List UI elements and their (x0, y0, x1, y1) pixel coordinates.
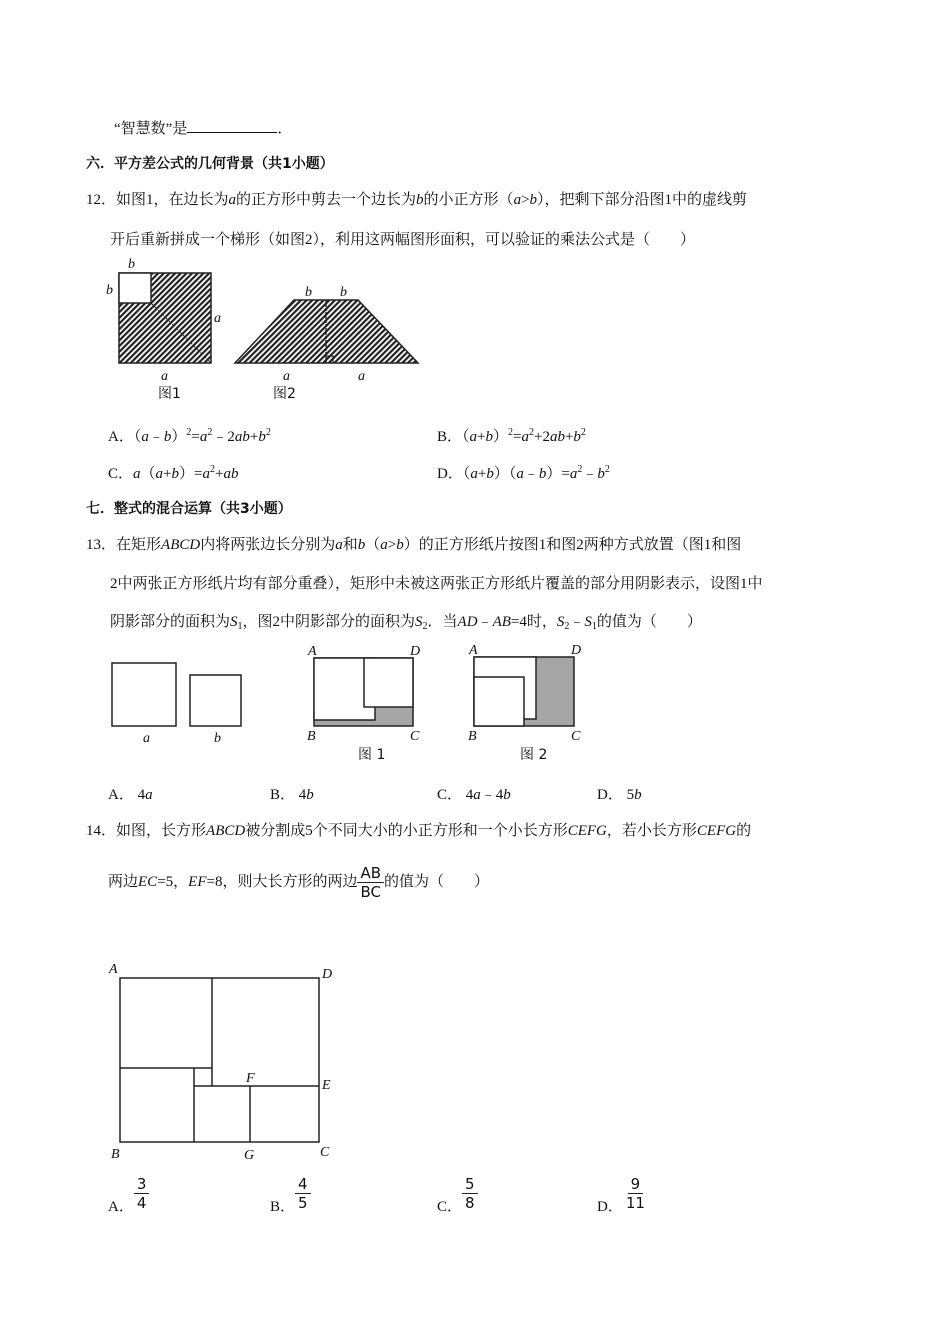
q12-line2: 开后重新拼成一个梯形（如图2），利用这两幅图形面积，可以验证的乘法公式是（ ） (110, 232, 696, 248)
q13-option-c[interactable]: C． 4a﹣4b (437, 787, 511, 803)
fraction-numerator: AB (357, 864, 384, 883)
svg-text:b: b (340, 285, 347, 300)
svg-text:F: F (246, 1071, 255, 1086)
svg-text:图 1: 图 1 (358, 747, 386, 763)
fraction-numerator: 3 (134, 1175, 150, 1194)
q14-option-b[interactable] (270, 1175, 311, 1216)
continuation-period: ． (277, 121, 293, 137)
svg-text:a: a (358, 369, 365, 384)
svg-text:D: D (322, 967, 333, 982)
svg-text:E: E (322, 1078, 331, 1093)
q12-number: 12． (86, 192, 117, 208)
option-letter: B． (270, 787, 296, 803)
svg-text:a: a (161, 369, 168, 384)
q12-option-a[interactable]: A．$(a﹣b)^2=a^2﹣2ab+b^2$ (108, 427, 271, 445)
option-letter: C． (108, 466, 134, 482)
fraction-denominator: 11 (625, 1194, 645, 1212)
q14-number: 14． (86, 823, 117, 839)
svg-text:A: A (469, 643, 478, 658)
q14-option-d[interactable] (597, 1175, 648, 1216)
svg-text:b: b (214, 731, 221, 746)
svg-text:b: b (106, 283, 113, 298)
fraction-denominator: BC (360, 883, 381, 901)
q14-option-a[interactable] (108, 1175, 149, 1216)
q12-option-c[interactable]: C．$a(a+b)=a^2+ab$ (108, 464, 239, 482)
q14-line2: 两边EC=5，EF=8，则大长方形的两边 $\frac{AB}{BC}$ 的值为（ ） (108, 864, 490, 901)
svg-text:A: A (308, 644, 317, 659)
q12-line1: 12．如图1，在边长为a的正方形中剪去一个边长为b的小正方形（a>b），把剩下部分沿图1中的虚线剪 (86, 192, 748, 208)
svg-text:图1: 图1 (158, 386, 181, 402)
q13-number: 13． (86, 537, 117, 553)
svg-text:B: B (307, 729, 316, 744)
q13-line2: 2中两张正方形纸片均有部分重叠），矩形中未被这两张正方形纸片覆盖的部分用阴影表示，设图1中 (110, 576, 763, 592)
svg-text:G: G (244, 1148, 255, 1163)
fraction-denominator: 8 (465, 1194, 475, 1212)
fraction-denominator: 5 (298, 1194, 308, 1212)
option-letter: D． (597, 1198, 623, 1215)
option-letter: B． (270, 1198, 296, 1215)
q12-option-b[interactable]: B．$(a+b)^2=a^2+2ab+b^2$ (437, 427, 586, 445)
svg-text:图2: 图2 (273, 386, 296, 402)
option-letter: A． (108, 787, 134, 803)
svg-text:C: C (320, 1145, 330, 1160)
svg-text:a: a (214, 311, 221, 326)
option-letter: B． (437, 429, 463, 445)
fraction-denominator: 4 (136, 1194, 147, 1212)
q14-line2-tail: 的值为（ ） (384, 873, 490, 890)
option-letter: D． (437, 466, 463, 482)
option-letter: C． (437, 787, 463, 803)
q14-option-c[interactable] (437, 1175, 478, 1216)
svg-text:a: a (143, 731, 150, 746)
svg-text:D: D (571, 643, 582, 658)
q14-line1: 14．如图，长方形ABCD被分割成5个不同大小的小正方形和一个小长方形CEFG，若小长方形CEFG的 (86, 823, 752, 839)
fraction-numerator: 4 (295, 1175, 311, 1194)
section-6-heading: 六．平方差公式的几何背景（共1小题） (86, 156, 334, 172)
option-letter: A． (108, 1198, 134, 1215)
svg-text:图 2: 图 2 (520, 747, 548, 763)
option-letter: A． (108, 429, 134, 445)
svg-text:b: b (305, 285, 312, 300)
fraction-numerator: 5 (462, 1175, 478, 1194)
q12-option-d[interactable]: D．$(a+b)(a﹣b)=a^2﹣b^2$ (437, 464, 610, 482)
q13-option-a[interactable]: A． 4a (108, 787, 153, 803)
q13-line3: 阴影部分的面积为$S_1$，图2中阴影部分的面积为$S_2$．当AD﹣AB=4时，$S_2﹣S_1$的值为（ ） (110, 614, 702, 632)
q13-option-b[interactable]: B． 4b (270, 787, 314, 803)
svg-text:a: a (283, 369, 290, 384)
q13-line1: 13．在矩形ABCD内将两张边长分别为a和b（a>b）的正方形纸片按图1和图2两种方式放置（图1和图 (86, 537, 742, 553)
svg-text:C: C (571, 729, 581, 744)
fraction-numerator: 9 (628, 1175, 644, 1194)
svg-text:C: C (410, 729, 420, 744)
section-7-heading: 七．整式的混合运算（共3小题） (86, 501, 292, 517)
svg-text:B: B (468, 729, 477, 744)
q13-option-d[interactable]: D． 5b (597, 787, 642, 803)
svg-text:B: B (111, 1147, 120, 1162)
option-letter: C． (437, 1198, 463, 1215)
continuation-text: “智慧数”是 (114, 121, 188, 137)
svg-text:A: A (109, 962, 118, 977)
option-letter: D． (597, 787, 623, 803)
svg-text:b: b (128, 257, 135, 272)
svg-text:D: D (410, 644, 421, 659)
